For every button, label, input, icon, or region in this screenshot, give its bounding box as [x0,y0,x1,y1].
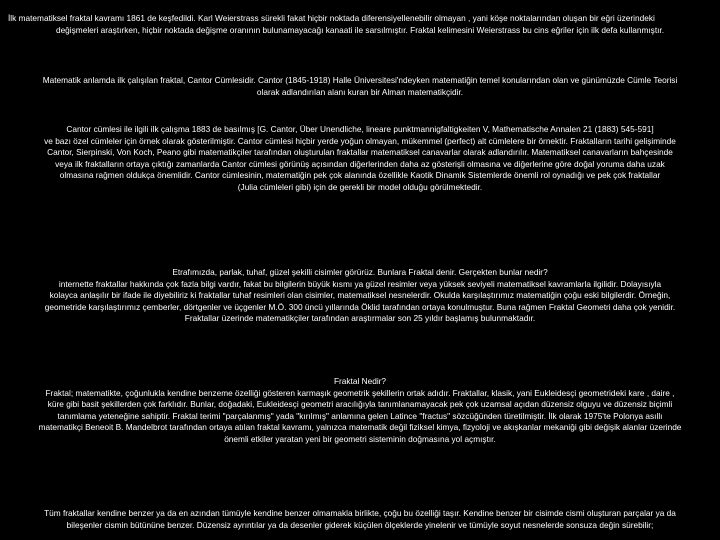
text-line: Etrafımızda, parlak, tuhaf, güzel şekilli cisimler görürüz. Bunlara Fraktal denir. Gerçekten bunlar nedir? [172,267,548,277]
paragraph-self-similarity [6,508,714,531]
text-line: bileşenler cismin bütününe benzer. Düzensiz ayrıntılar ya da desenler giderek küçülen ölçeklerde yinelenir ve tümüyle soyut nesnelerde sonsuza değin sürebilir; [66,519,654,530]
text-line: Cantor, Sierpinski, Von Koch, Peano gibi matematikçiler tarafından oluşturulan fraktallar matematiksel canavarlar olarak adlandırılır. Matematiksel canavarların bahçesinde [47,147,673,158]
paragraph-cantor-set [6,124,714,194]
paragraph-weierstrass [6,13,714,36]
text-line: geometride karşılaştırımız çemberler, dörtgenler ve üçgenler M.Ö. 300 üncü yıllarında Öklid tarafından ortaya konulmuştur. Buna rağmen Fraktal Geometri daha çok yenidir. [44,301,676,312]
text-line: Fraktallar üzerinde matematikçiler tarafından araştırmalar son 25 yıldır başlamış bulunmaktadır. [184,313,536,324]
text-line: önemli etkiler yaratan yeni bir geometri sisteminin doğmasına yol açmıştır. [224,433,496,444]
paragraph-fractals-around-us [6,267,714,325]
text-line: veya ilk fraktalların ortaya çıktığı zamanlarda Cantor cümlesi görünüş açısından diğerlerinden daha az gösterişli olmasına ve diğerlerine göre doğal yoruma daha uzak [55,158,665,169]
text-line: değişmeleri araştırken, hiçbir noktada değişme oranının bulunamayacağı kanaati ile sarsılmıştır. Fraktal kelimesini Weierstrass bu cins eğriler için ilk defa kullanmıştır. [55,24,665,35]
text-line: kolayca anlaşılır bir ifade ile diyebiliriz ki fraktallar tuhaf resimleri olan cisimler, matematiksel nesnelerdir. Okulda karşılaştırımız matematiğin çoğu eski bilgilerdir. Örneğin, [49,290,671,301]
text-line: Matematik anlamda ilk çalışılan fraktal, Cantor Cümlesidir. Cantor (1845-1918) Halle Üniversitesi'ndeyken matematiğin temel konularından olan ve günümüzde Cümle Teorisi [42,75,678,85]
text-line: olarak adlandırılan alanı kuran bir Alman matematikçidir. [256,86,464,97]
text-line: Tüm fraktallar kendine benzer ya da en azından tümüyle kendine benzer olmamakla birlikte, çoğu bu özelliği taşır. Kendine benzer bir cisimde cismi oluşturan parçalar ya da [44,508,676,518]
paragraph-what-is-fractal [6,376,714,446]
text-line: tanımlama yeteneğine sahiptir. Fraktal terimi "parçalanmış" yada "kırılmış" anlamına gelen Latince "fractus" sözcüğünden türetilmiştir. İlk olarak 1975'te Polonya asıllı [57,410,663,421]
text-line: Fraktal; matematikte, çoğunlukla kendine benzeme özelliği gösteren karmaşık geometrik şekillerin ortak adıdır. Fraktallar, klasik, yani Eukleidesçi geometrideki kare , daire , [45,387,675,398]
text-line: (Julia cümleleri gibi) için de gerekli bir model olduğu görülmektedir. [237,181,483,192]
text-line: İlk matematiksel fraktal kavramı 1861 de keşfedildi. Karl Weierstrass sürekli fakat hiçbir noktada diferensiyellenebilir olmayan , yani köşe noktalarından oluşan bir eğri üzerindeki [8,13,655,23]
text-line: Cantor cümlesi ile ilgili ilk çalışma 1883 de basılmış [G. Cantor, Über Unendliche, lineare punktmannigfaltigkeiten V, Mathematische Annalen 21 (1883) 545-591] [66,124,654,134]
text-line: olmasına rağmen oldukça önemlidir. Cantor cümlesinin, matematiğin pek çok alanında özellikle Kaotik Dinamik Sistemlerde önemli rol oynadığı ve pek çok fraktallar [59,170,661,181]
text-line: küre gibi basit şekillerden çok farklıdır. Bunlar, doğadaki, Eukleidesçi geometri aracılığıyla tanımlanamayacak pek çok uzamsal açıdan düzensiz olguyu ve düzensiz biçimli [47,399,673,410]
section-heading: Fraktal Nedir? [333,376,387,386]
text-line: matematikçi Beneoit B. Mandelbrot tarafından ortaya atılan fraktal kavramı, yalnızca matematik değil fiziksel kimya, fizyoloji ve akışkanlar mekaniği gibi değişik alanlar üzerinde [38,422,682,433]
text-line: ve bazı özel cümleler için örnek olarak gösterilmiştir. Cantor cümlesi hiçbir yerde yoğun olmayan, mükemmel (perfect) alt cümlelere bir örnektir. Fraktalların tarihi gelişiminde [44,135,676,146]
paragraph-cantor-intro [6,75,714,98]
text-line: internette fraktallar hakkında çok fazla bilgi vardır, fakat bu bilgilerin büyük kısmı ya güzel resimler veya yüksek seviyeli matematiksel kavramlarla ilgilidir. Dolayısıyla [58,278,662,289]
